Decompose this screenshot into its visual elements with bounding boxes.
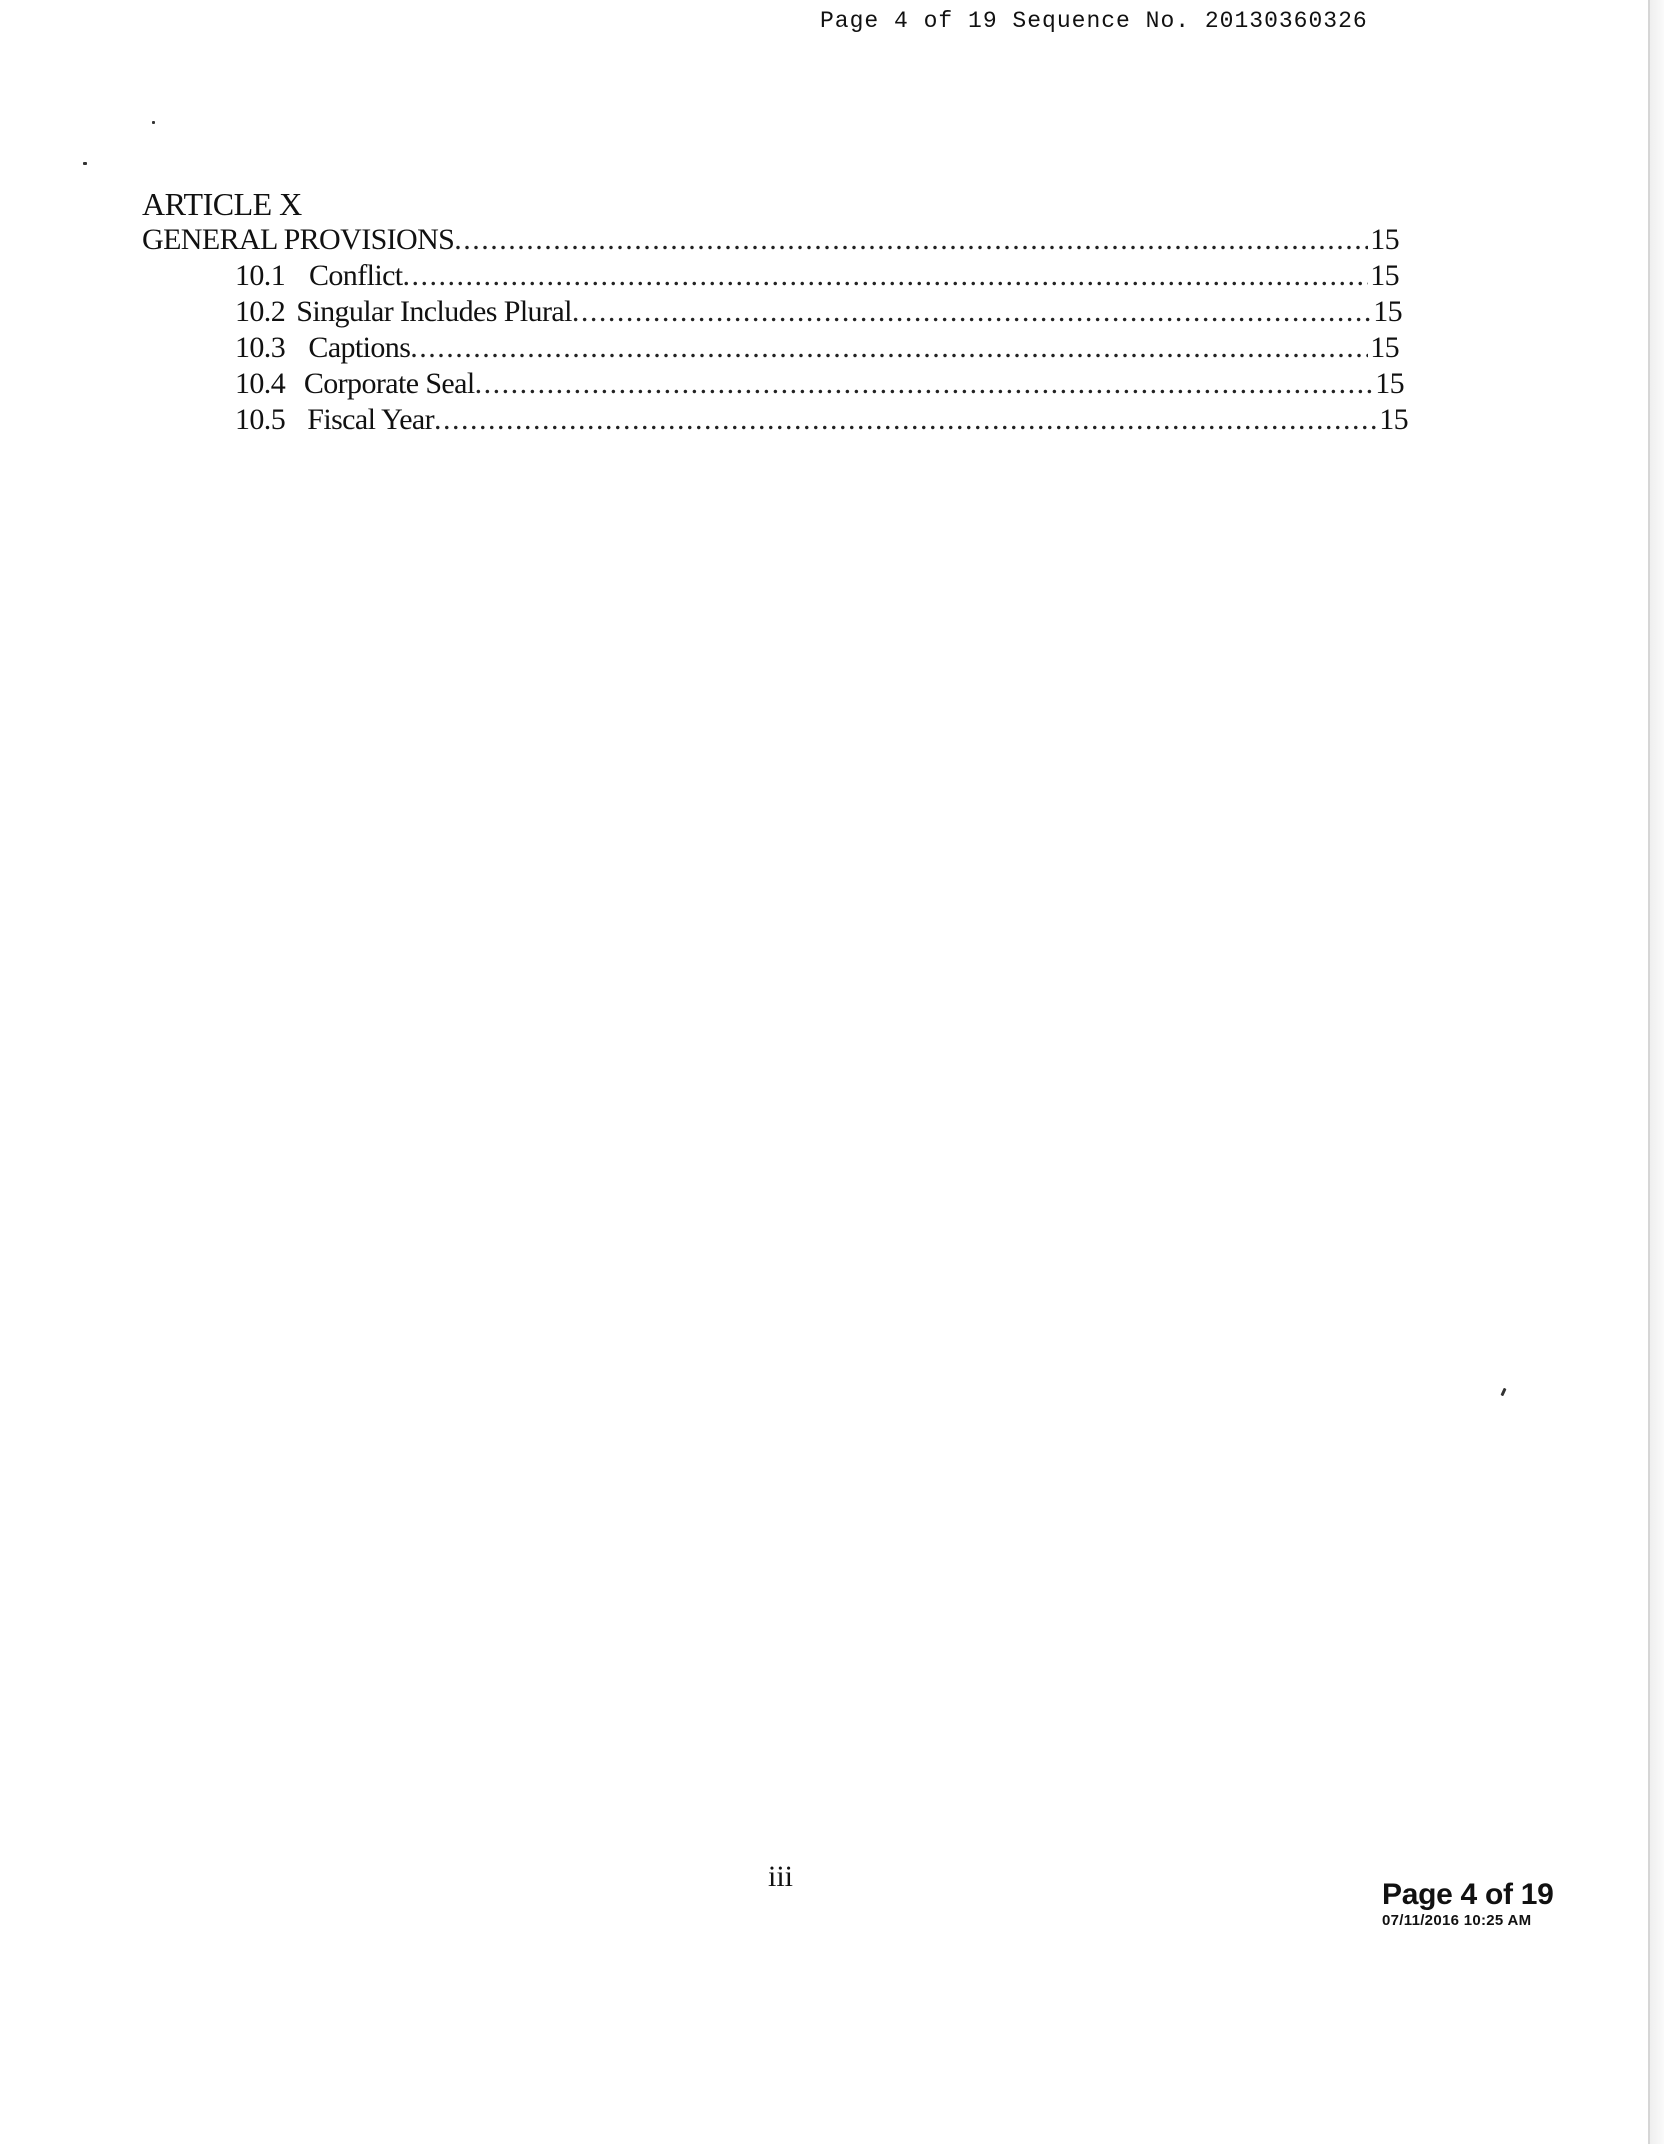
page-header: Page 4 of 19 Sequence No. 20130360326 xyxy=(820,8,1368,34)
toc-main-entry xyxy=(142,222,1399,258)
toc-main-page: 15 xyxy=(1370,223,1399,256)
article-heading: ARTICLE X xyxy=(142,186,302,222)
toc-leader xyxy=(572,294,1371,330)
toc-item-page: 15 xyxy=(1375,367,1404,400)
toc-item-title: Fiscal Year xyxy=(307,403,435,436)
toc-item xyxy=(142,258,1399,294)
toc-item-title: Corporate Seal xyxy=(303,367,475,400)
toc-leader xyxy=(410,330,1368,366)
toc-item xyxy=(142,366,1404,402)
toc-leader xyxy=(475,366,1374,402)
toc-leader xyxy=(434,402,1377,438)
toc-item-title: Conflict xyxy=(309,259,403,292)
toc-main-title: GENERAL PROVISIONS xyxy=(142,223,455,256)
toc-item-number: 10.4 xyxy=(235,367,286,400)
toc-leader xyxy=(403,258,1369,294)
toc-item-number: 10.3 xyxy=(235,331,286,364)
toc-item-title: Singular Includes Plural xyxy=(296,295,572,328)
page-number-roman: iii xyxy=(768,1860,794,1893)
toc-leader xyxy=(454,222,1368,258)
toc-item-page: 15 xyxy=(1370,259,1399,292)
filing-stamp xyxy=(1382,1878,1553,1930)
stamp-datetime: 07/11/2016 10:25 AM xyxy=(1382,1912,1532,1929)
toc-item-number: 10.2 xyxy=(235,295,286,328)
stamp-page-count: Page 4 of 19 xyxy=(1382,1878,1554,1911)
toc-item-number: 10.5 xyxy=(235,403,286,436)
toc-item-page: 15 xyxy=(1373,295,1402,328)
scan-speck xyxy=(1500,1388,1506,1397)
toc-item xyxy=(142,402,1408,438)
toc-item xyxy=(142,330,1399,366)
page-edge xyxy=(1648,0,1664,2144)
scan-speck xyxy=(152,121,155,124)
toc-item-number: 10.1 xyxy=(235,259,286,292)
toc-item-page: 15 xyxy=(1370,331,1399,364)
toc-item-title: Captions xyxy=(308,331,411,364)
scan-speck xyxy=(83,162,87,165)
toc-item xyxy=(142,294,1402,330)
toc-item-page: 15 xyxy=(1379,403,1408,436)
